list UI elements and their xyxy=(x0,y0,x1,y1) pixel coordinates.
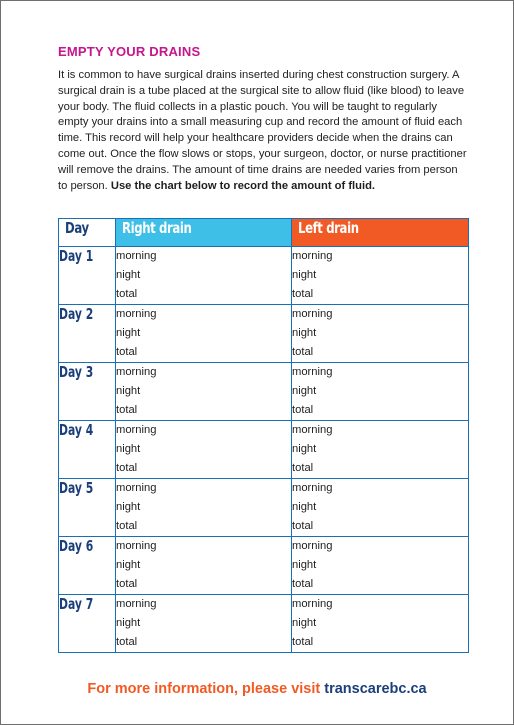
entry-label: morning xyxy=(292,482,333,494)
section-heading: EMPTY YOUR DRAINS xyxy=(58,44,201,59)
left-drain-cell[interactable] xyxy=(292,595,469,653)
entry-label: total xyxy=(292,346,314,358)
entry-label: night xyxy=(116,559,141,571)
table-row xyxy=(59,363,469,421)
right-drain-cell[interactable] xyxy=(116,537,292,595)
day-label: Day 1 xyxy=(59,247,116,305)
entry-label: morning xyxy=(292,366,333,378)
right-drain-cell[interactable] xyxy=(116,595,292,653)
entry-label: night xyxy=(116,269,141,281)
header-day: Day xyxy=(59,219,116,247)
entry-label: morning xyxy=(116,424,157,436)
entry-label: morning xyxy=(116,540,157,552)
table-row xyxy=(59,247,469,305)
left-drain-cell[interactable] xyxy=(292,305,469,363)
entry-label: total xyxy=(116,404,138,416)
entry-label: morning xyxy=(116,598,157,610)
footer-website-link[interactable]: transcarebc.ca xyxy=(324,681,427,697)
entry-label: morning xyxy=(116,482,157,494)
entry-label: total xyxy=(292,578,314,590)
table-row xyxy=(59,421,469,479)
left-drain-cell[interactable] xyxy=(292,479,469,537)
header-right-drain: Right drain xyxy=(116,219,292,247)
entry-label: morning xyxy=(292,598,333,610)
day-label: Day 2 xyxy=(59,305,116,363)
left-drain-cell[interactable] xyxy=(292,537,469,595)
entry-label: morning xyxy=(116,366,157,378)
entry-label: morning xyxy=(292,540,333,552)
entry-label: morning xyxy=(116,308,157,320)
right-drain-cell[interactable] xyxy=(116,421,292,479)
left-drain-cell[interactable] xyxy=(292,421,469,479)
entry-label: total xyxy=(116,288,138,300)
entry-label: night xyxy=(292,385,317,397)
entry-label: night xyxy=(116,327,141,339)
entry-label: total xyxy=(116,636,138,648)
table-row xyxy=(59,537,469,595)
right-drain-cell[interactable] xyxy=(116,247,292,305)
left-drain-cell[interactable] xyxy=(292,247,469,305)
entry-label: total xyxy=(292,404,314,416)
section-content xyxy=(58,44,468,194)
entry-label: total xyxy=(116,346,138,358)
left-drain-cell[interactable] xyxy=(292,363,469,421)
footer-lead-text: For more information, please visit xyxy=(87,681,321,697)
entry-label: night xyxy=(292,269,317,281)
day-label: Day 7 xyxy=(59,595,116,653)
right-drain-cell[interactable] xyxy=(116,363,292,421)
entry-label: total xyxy=(292,462,314,474)
entry-label: total xyxy=(292,288,314,300)
entry-label: night xyxy=(292,617,317,629)
entry-label: night xyxy=(116,617,141,629)
day-label: Day 4 xyxy=(59,421,116,479)
day-label: Day 5 xyxy=(59,479,116,537)
entry-label: night xyxy=(292,327,317,339)
entry-label: morning xyxy=(292,424,333,436)
entry-label: night xyxy=(292,501,317,513)
entry-label: morning xyxy=(116,250,157,262)
entry-label: total xyxy=(116,462,138,474)
intro-paragraph xyxy=(58,68,468,194)
table-row xyxy=(59,305,469,363)
table-row xyxy=(59,479,469,537)
entry-label: total xyxy=(116,520,138,532)
entry-label: night xyxy=(116,501,141,513)
table-row xyxy=(59,595,469,653)
intro-bold-instruction: Use the chart below to record the amount of fluid. xyxy=(110,179,376,192)
entry-label: night xyxy=(292,443,317,455)
entry-label: morning xyxy=(292,250,333,262)
day-label: Day 6 xyxy=(59,537,116,595)
header-left-drain: Left drain xyxy=(292,219,469,247)
table-header-row xyxy=(59,219,469,247)
day-label: Day 3 xyxy=(59,363,116,421)
footer xyxy=(0,681,514,697)
entry-label: night xyxy=(292,559,317,571)
right-drain-cell[interactable] xyxy=(116,479,292,537)
entry-label: total xyxy=(292,520,314,532)
entry-label: total xyxy=(292,636,314,648)
intro-text: It is common to have surgical drains inserted during chest construction surgery. A surgical drain is a tube placed at the surgical site to allow fluid (like blood) to leave your body. The fluid collects in a plastic pouch. You will be taught to regularly empty your drains into a small measuring cup and record the amount of fluid each time. This record will help your healthcare providers decide when the drains can come out. Once the flow slows or stops, your surgeon, doctor, or nurse practitioner will remove the drains. The amount of time drains are needed varies from person to person. xyxy=(58,69,467,192)
drain-record-table xyxy=(58,218,469,653)
entry-label: total xyxy=(116,578,138,590)
entry-label: morning xyxy=(292,308,333,320)
entry-label: night xyxy=(116,443,141,455)
entry-label: night xyxy=(116,385,141,397)
right-drain-cell[interactable] xyxy=(116,305,292,363)
